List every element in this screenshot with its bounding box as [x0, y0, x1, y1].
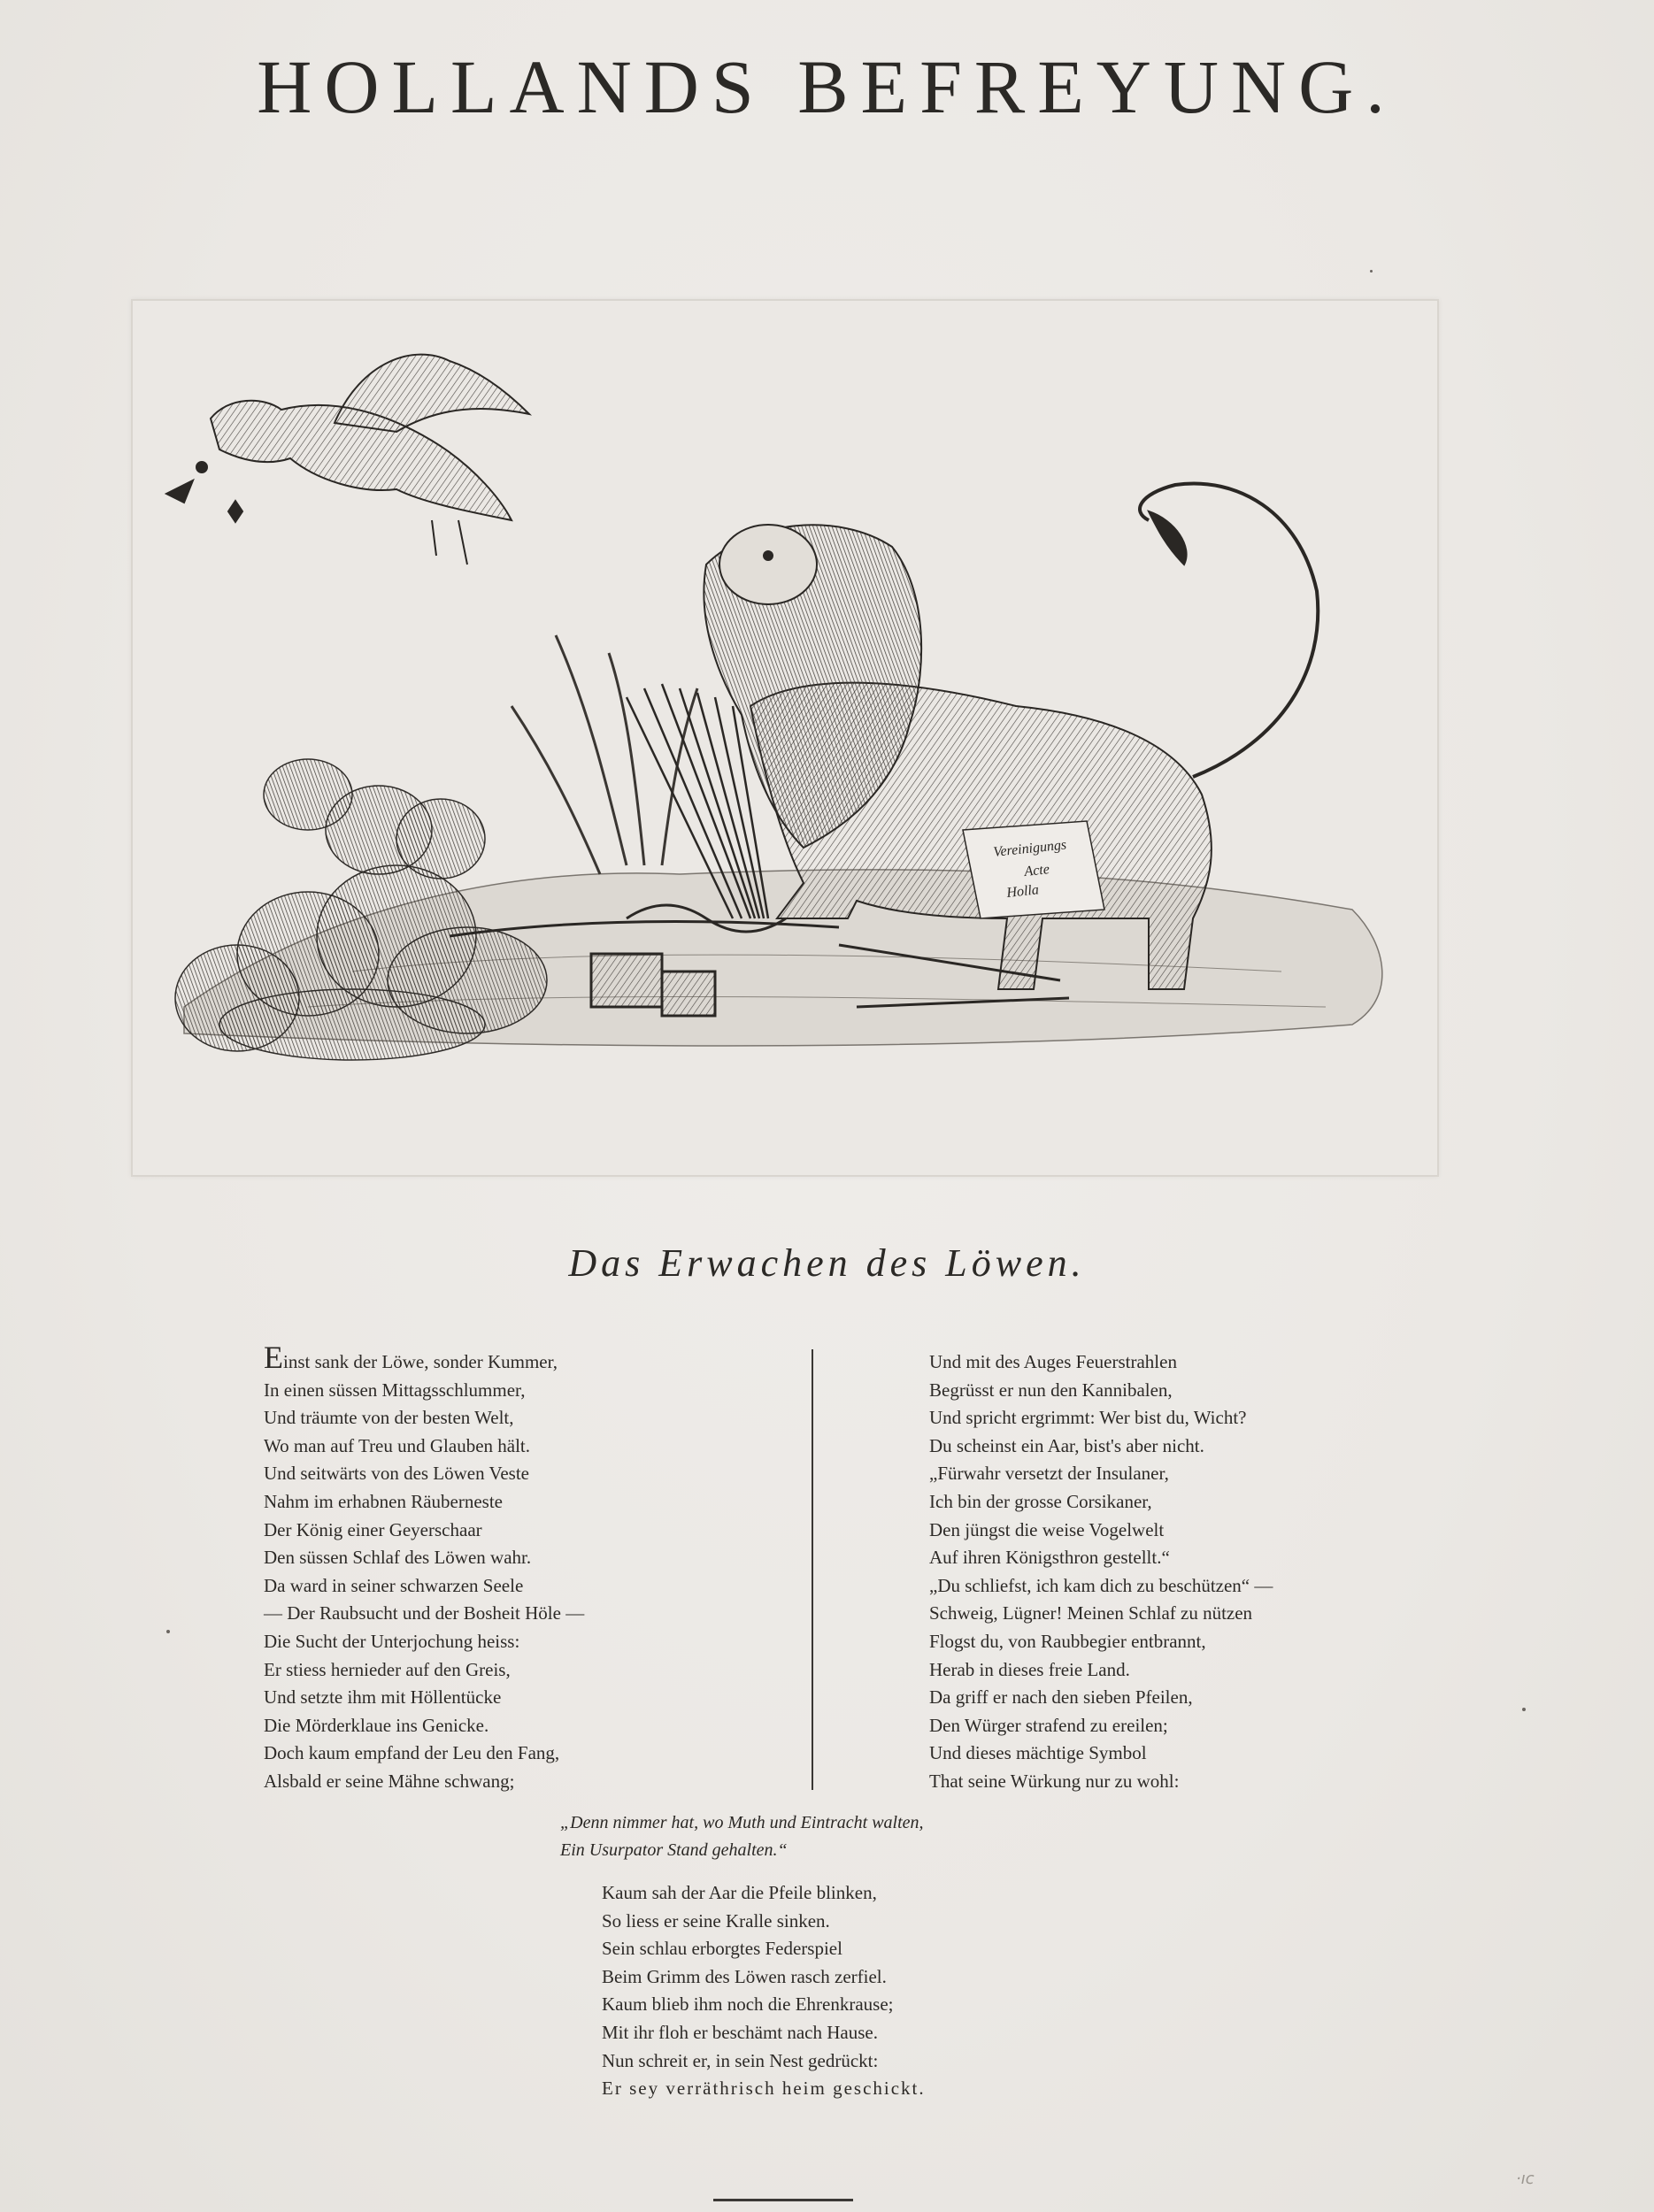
poem-line: Einst sank der Löwe, sonder Kummer, — [264, 1340, 558, 1375]
ink-speck — [1522, 1708, 1526, 1711]
poem-line: Mit ihr floh er beschämt nach Hause. — [602, 2021, 878, 2043]
pencil-annotation: ·ıc — [1516, 2170, 1535, 2188]
bottom-rule — [713, 2199, 853, 2201]
poem-line: Die Mörderklaue ins Genicke. — [264, 1714, 489, 1736]
poem-line: That seine Würkung nur zu wohl: — [929, 1770, 1180, 1792]
poem-line: Kaum sah der Aar die Pfeile blinken, — [602, 1882, 877, 1903]
poem-line: Er sey verräthrisch heim geschickt. — [602, 2078, 926, 2100]
ink-speck — [166, 1630, 170, 1633]
poem-line: Auf ihren Königsthron gestellt.“ — [929, 1547, 1170, 1569]
poem-line: Schweig, Lügner! Meinen Schlaf zu nützen — [929, 1602, 1253, 1624]
poem-line: Ich bin der grosse Corsikaner, — [929, 1490, 1152, 1512]
poem-line: Und dieses mächtige Symbol — [929, 1742, 1147, 1764]
poem-line: Den süssen Schlaf des Löwen wahr. — [264, 1547, 532, 1569]
poem-line: — Der Raubsucht und der Bosheit Höle — — [264, 1602, 585, 1624]
poem-line: Nahm im erhabnen Räuberneste — [264, 1490, 503, 1512]
union-document — [963, 821, 1104, 918]
lion-and-eagle-engraving — [131, 299, 1439, 1177]
quote-line: „Denn nimmer hat, wo Muth und Eintracht walten, — [560, 1813, 924, 1832]
poem-line: Und seitwärts von des Löwen Veste — [264, 1463, 529, 1485]
ink-speck — [1370, 270, 1373, 273]
poem-line: Und setzte ihm mit Höllentücke — [264, 1686, 502, 1709]
poem-line: Er stiess hernieder auf den Greis, — [264, 1658, 511, 1680]
poem-line: Doch kaum empfand der Leu den Fang, — [264, 1742, 560, 1764]
poem-line: Da griff er nach den sieben Pfeilen, — [929, 1686, 1193, 1709]
poem-right-column — [929, 1348, 1273, 1796]
document-text-1: Vereinigungs — [992, 837, 1067, 860]
poem-line: Und mit des Auges Feuerstrahlen — [929, 1351, 1177, 1372]
poem-line: Und spricht ergrimmt: Wer bist du, Wicht? — [929, 1407, 1247, 1429]
poem-line: Da ward in seiner schwarzen Seele — [264, 1574, 524, 1596]
moral-quote — [560, 1809, 924, 1864]
poem-line: Der König einer Geyerschaar — [264, 1518, 482, 1540]
poem-left-column — [264, 1340, 585, 1796]
reeds — [512, 635, 697, 874]
poem-title: Das Erwachen des Löwen. — [568, 1241, 1086, 1285]
poem-line: Den Würger strafend zu ereilen; — [929, 1714, 1168, 1736]
poem-line: Kaum blieb ihm noch die Ehrenkrause; — [602, 1993, 894, 2016]
poem-line: Begrüsst er nun den Kannibalen, — [929, 1379, 1173, 1401]
poem-line: Sein schlau erborgtes Federspiel — [602, 1938, 842, 1960]
poem-line: Du scheinst ein Aar, bist's aber nicht. — [929, 1434, 1204, 1456]
poem-line: Herab in dieses freie Land. — [929, 1658, 1130, 1680]
poem-line: So liess er seine Kralle sinken. — [602, 1909, 830, 1932]
poem-line: Den jüngst die weise Vogelwelt — [929, 1518, 1165, 1540]
poem-line: Die Sucht der Unterjochung heiss: — [264, 1630, 520, 1652]
poem-line: „Du schliefst, ich kam dich zu beschützen“ — — [929, 1574, 1273, 1596]
poem-line: Und träumte von der besten Welt, — [264, 1407, 514, 1429]
page-title: HOLLANDS BEFREYUNG. — [257, 44, 1397, 129]
poem-line: Flogst du, von Raubbegier entbrannt, — [929, 1630, 1206, 1652]
poem-final-stanza — [602, 1879, 926, 2103]
poem-line: Beim Grimm des Löwen rasch zerfiel. — [602, 1965, 887, 1987]
engraving-plate — [131, 299, 1439, 1177]
document-text-3: Holla — [1005, 882, 1040, 901]
poem-line: Nun schreit er, in sein Nest gedrückt: — [602, 2049, 879, 2071]
quote-line: Ein Usurpator Stand gehalten.“ — [560, 1840, 788, 1860]
poem-line: Alsbald er seine Mähne schwang; — [264, 1770, 515, 1792]
poem-line: In einen süssen Mittagsschlummer, — [264, 1379, 526, 1401]
document-text-2: Acte — [1023, 862, 1050, 879]
poem-line: „Fürwahr versetzt der Insulaner, — [929, 1463, 1169, 1485]
poem-line: Wo man auf Treu und Glauben hält. — [264, 1434, 531, 1456]
column-divider — [812, 1349, 813, 1790]
eagle — [166, 355, 529, 565]
